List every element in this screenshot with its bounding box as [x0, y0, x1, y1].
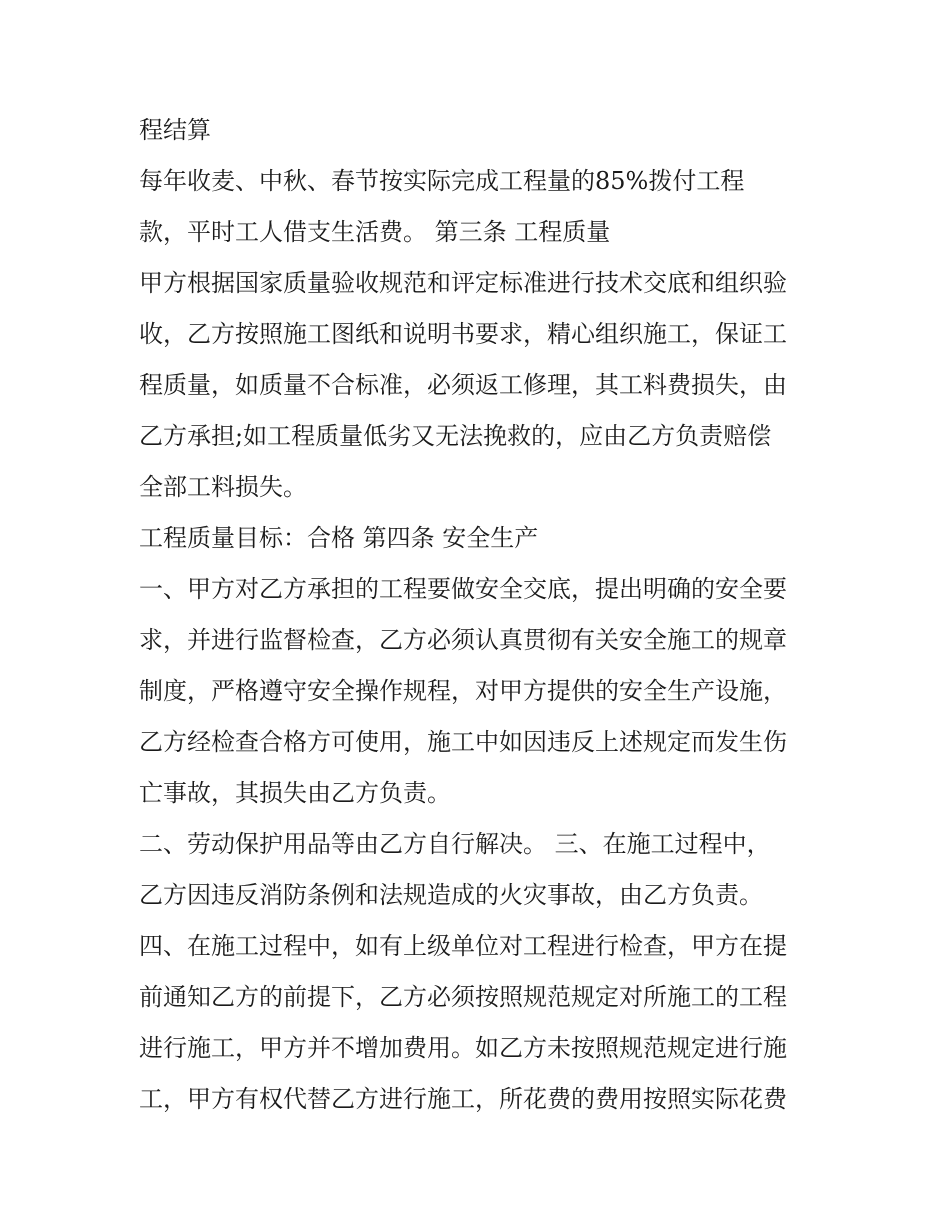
text-line: 收，乙方按照施工图纸和说明书要求，精心组织施工，保证工	[139, 320, 787, 348]
text-line: 一、甲方对乙方承担的工程要做安全交底，提出明确的安全要	[139, 575, 787, 603]
text-line: 程质量，如质量不合标准，必须返工修理，其工料费损失，由	[139, 371, 787, 399]
text-line: 工，甲方有权代替乙方进行施工，所花费的费用按照实际花费	[139, 1085, 787, 1113]
text-line: 乙方承担;如工程质量低劣又无法挽救的，应由乙方负责赔偿	[139, 422, 772, 450]
text-line: 每年收麦、中秋、春节按实际完成工程量的85%拨付工程	[139, 167, 745, 195]
text-line: 乙方经检查合格方可使用，施工中如因违反上述规定而发生伤	[139, 728, 787, 756]
document-body	[139, 105, 819, 1125]
text-line: 制度，严格遵守安全操作规程，对甲方提供的安全生产设施，	[139, 677, 787, 705]
text-line: 工程质量目标：合格 第四条 安全生产	[139, 524, 539, 552]
text-line: 甲方根据国家质量验收规范和评定标准进行技术交底和组织验	[139, 269, 787, 297]
text-line: 求，并进行监督检查，乙方必须认真贯彻有关安全施工的规章	[139, 626, 787, 654]
text-line: 程结算	[139, 116, 211, 144]
text-line: 四、在施工过程中，如有上级单位对工程进行检查，甲方在提	[139, 932, 787, 960]
text-line: 乙方因违反消防条例和法规造成的火灾事故，由乙方负责。	[139, 881, 763, 909]
text-line: 进行施工，甲方并不增加费用。如乙方未按照规范规定进行施	[139, 1034, 787, 1062]
text-line: 二、劳动保护用品等由乙方自行解决。 三、在施工过程中，	[139, 830, 771, 858]
text-line: 亡事故，其损失由乙方负责。	[139, 779, 451, 807]
text-line: 前通知乙方的前提下，乙方必须按照规范规定对所施工的工程	[139, 983, 787, 1011]
text-line: 全部工料损失。	[139, 473, 307, 501]
text-line: 款，平时工人借支生活费。 第三条 工程质量	[139, 218, 611, 246]
